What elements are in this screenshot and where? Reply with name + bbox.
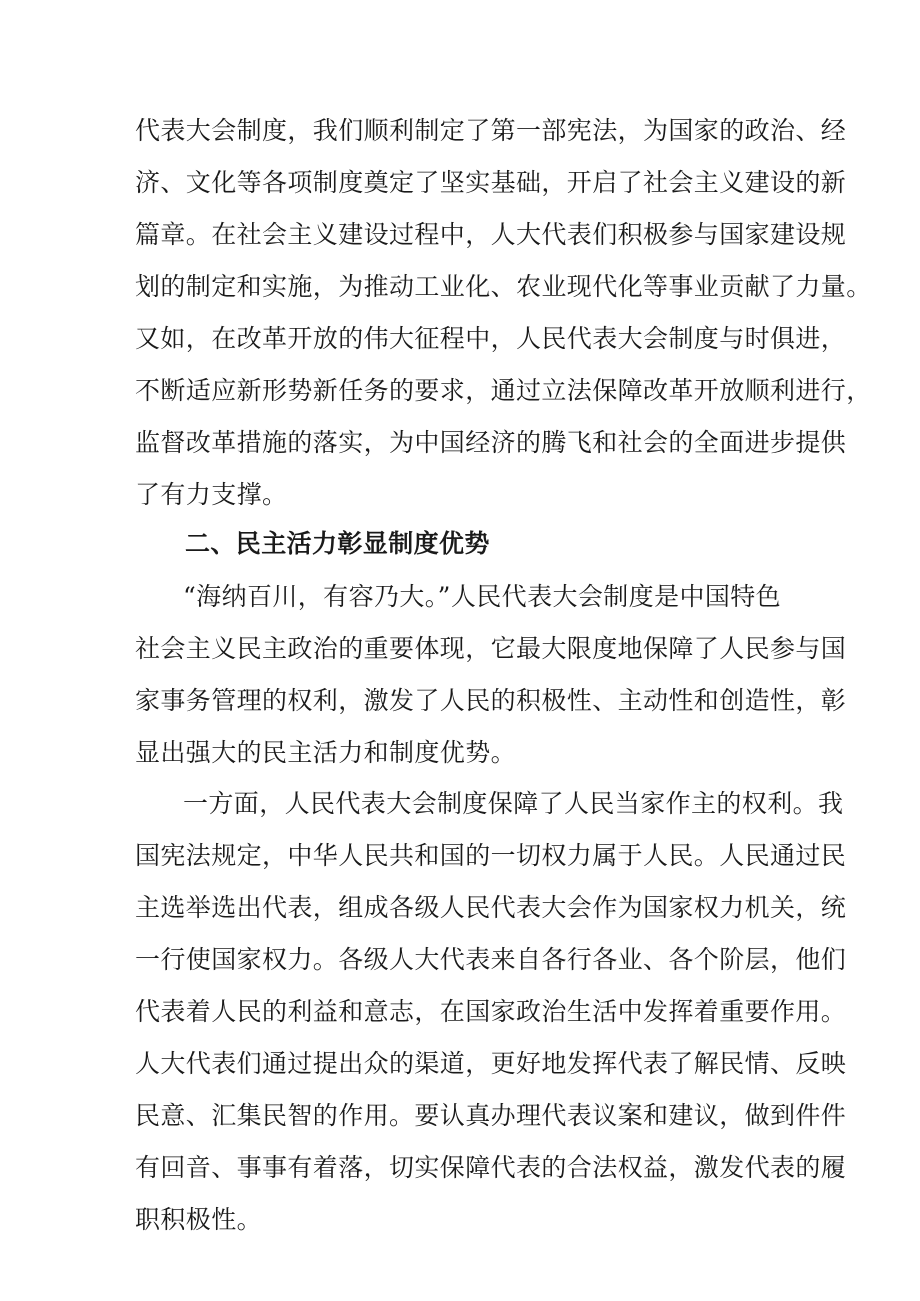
paragraph-3-line-9: 职积极性。 [135, 1205, 263, 1234]
paragraph-1-line-7: 监督改革措施的落实，为中国经济的腾飞和社会的全面进步提供 [135, 428, 847, 457]
paragraph-3-line-1: 一方面，人民代表大会制度保障了人民当家作主的权利。我 [183, 789, 844, 818]
section-heading: 二、民主活力彰显制度优势 [185, 529, 490, 558]
paragraph-1-line-4: 划的制定和实施，为推动工业化、农业现代化等事业贡献了力量。 [135, 272, 872, 301]
paragraph-2-line-2: 社会主义民主政治的重要体现，它最大限度地保障了人民参与国 [135, 634, 847, 663]
paragraph-1-line-3: 篇章。在社会主义建设过程中，人大代表们积极参与国家建设规 [135, 220, 847, 249]
paragraph-2-line-4: 显出强大的民主活力和制度优势。 [135, 738, 517, 767]
paragraph-1-line-2: 济、文化等各项制度奠定了坚实基础，开启了社会主义建设的新 [135, 168, 847, 197]
paragraph-3-line-8: 有回音、事事有着落，切实保障代表的合法权益，激发代表的履 [135, 1153, 847, 1182]
paragraph-1-line-6: 不断适应新形势新任务的要求，通过立法保障改革开放顺利进行， [135, 376, 872, 405]
paragraph-3-line-7: 民意、汇集民智的作用。要认真办理代表议案和建议，做到件件 [135, 1101, 847, 1130]
paragraph-3-line-3: 主选举选出代表，组成各级人民代表大会作为国家权力机关，统 [135, 893, 847, 922]
document-body [135, 0, 872, 1301]
paragraph-1-line-1: 代表大会制度，我们顺利制定了第一部宪法，为国家的政治、经 [135, 116, 847, 145]
paragraph-1-line-8: 了有力支撑。 [135, 480, 288, 509]
paragraph-3-line-5: 代表着人民的利益和意志，在国家政治生活中发挥着重要作用。 [135, 997, 847, 1026]
paragraph-3-line-4: 一行使国家权力。各级人大代表来自各行各业、各个阶层，他们 [135, 945, 847, 974]
paragraph-3-line-6: 人大代表们通过提出众的渠道，更好地发挥代表了解民情、反映 [135, 1049, 847, 1078]
paragraph-1-line-5: 又如，在改革开放的伟大征程中，人民代表大会制度与时俱进， [135, 324, 847, 353]
paragraph-2-line-3: 家事务管理的权利，激发了人民的积极性、主动性和创造性，彰 [135, 686, 847, 715]
paragraph-3-line-2: 国宪法规定，中华人民共和国的一切权力属于人民。人民通过民 [135, 841, 847, 870]
paragraph-2-line-1: “海纳百川，有容乃大。”人民代表大会制度是中国特色 [183, 582, 782, 611]
